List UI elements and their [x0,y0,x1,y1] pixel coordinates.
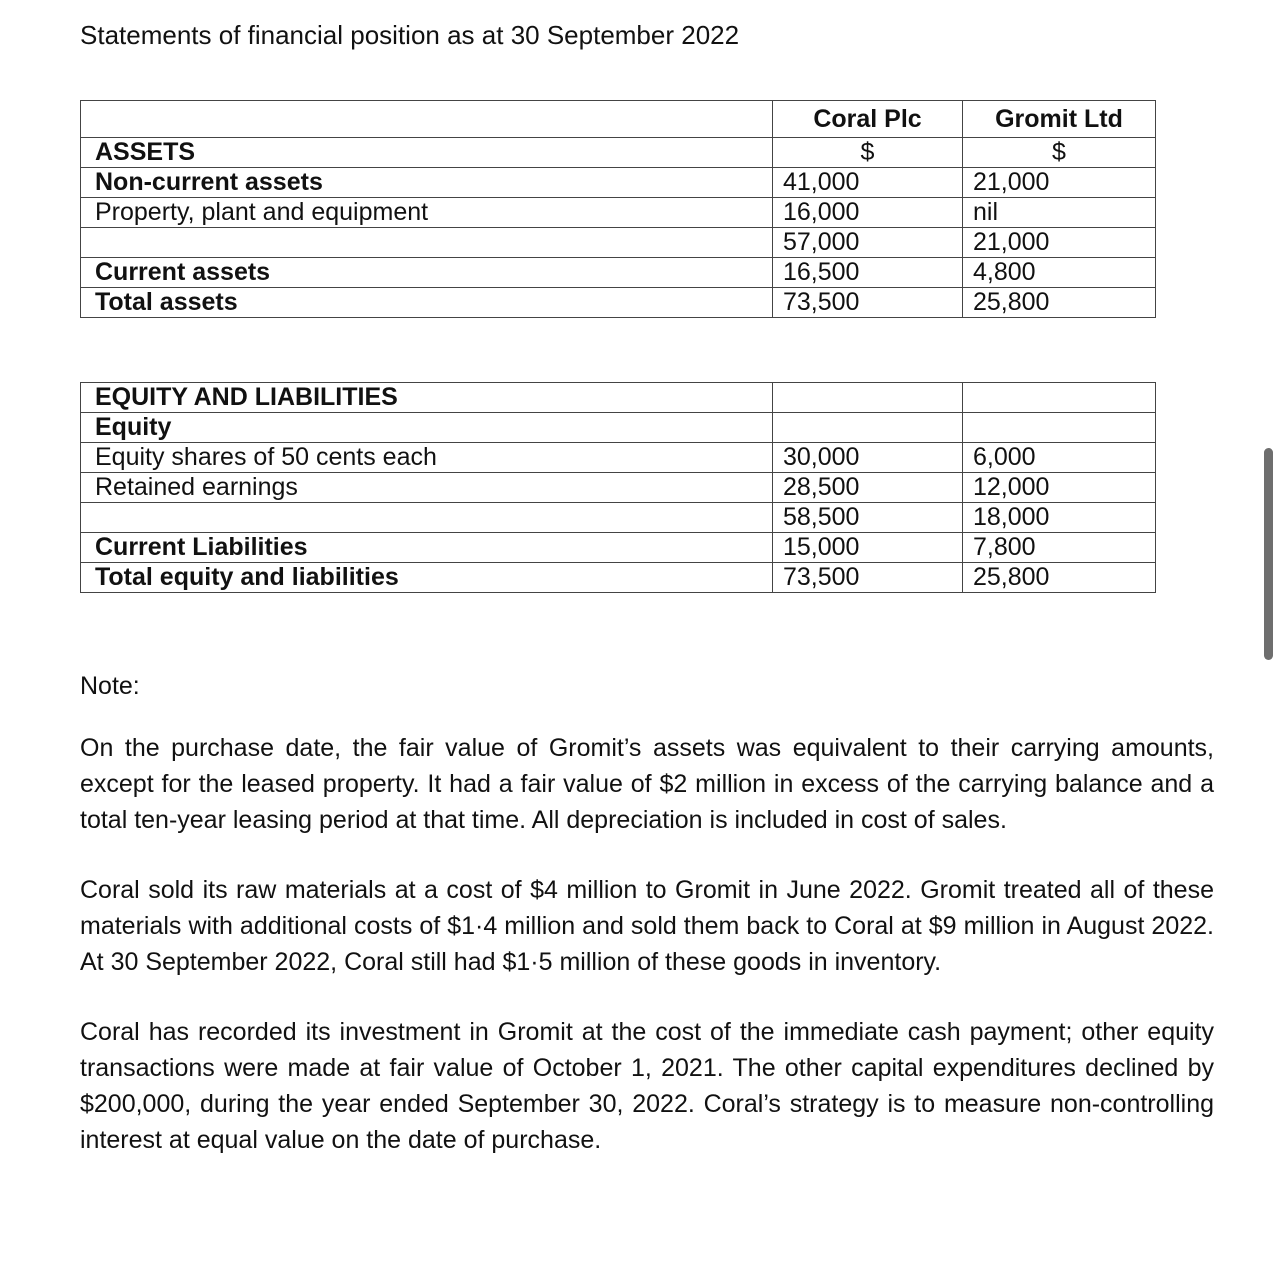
coral-value: 57,000 [773,228,963,258]
gromit-value: 25,800 [963,288,1156,318]
coral-value: 28,500 [773,473,963,503]
row-label: Total assets [81,288,773,318]
coral-value: 41,000 [773,168,963,198]
table-header-row [81,101,1156,138]
note-paragraph-fair-value: On the purchase date, the fair value of Gromit’s assets was equivalent to their carrying amounts, except for the leased property. It had a fair value of $2 million in excess of the carrying balance and a total ten-year leasing period at that time. All depreciation is included in cost of sales. [80,734,1214,834]
gromit-value: 21,000 [963,168,1156,198]
vertical-scrollbar[interactable] [1264,448,1273,660]
page-title: Statements of financial position as at 30 September 2022 [80,20,740,50]
gromit-value: nil [963,198,1156,228]
table-row [81,258,1156,288]
gromit-value [963,413,1156,443]
gromit-value: $ [963,138,1156,168]
header-blank [81,101,773,138]
table-row [81,288,1156,318]
gromit-value: 4,800 [963,258,1156,288]
row-label: Non-current assets [81,168,773,198]
table-row [81,168,1156,198]
equity-liabilities-table [80,382,1156,593]
table-row [81,138,1156,168]
coral-value [773,413,963,443]
row-label: Retained earnings [81,473,773,503]
table-row [81,503,1156,533]
coral-value: $ [773,138,963,168]
header-gromit: Gromit Ltd [963,101,1156,138]
note-paragraph-investment: Coral has recorded its investment in Gromit at the cost of the immediate cash payment; other equity transactions were made at fair value of October 1, 2021. The other capital expenditures declined by $200,000, during the year ended September 30, 2022. Coral’s strategy is to measure non-controlling interest at equal value on the date of purchase. [80,1018,1214,1154]
table-row [81,473,1156,503]
note-paragraph-intragroup-sales: Coral sold its raw materials at a cost of $4 million to Gromit in June 2022. Gromit treated all of these materials with additional costs of $1·4 million and sold them back to Coral at $9 million in August 2022. At 30 September 2022, Coral still had $1·5 million of these goods in inventory. [80,876,1214,976]
row-label: Current assets [81,258,773,288]
row-label: Property, plant and equipment [81,198,773,228]
table-row [81,443,1156,473]
row-label: Equity [81,413,773,443]
note-label: Note: [80,672,140,700]
coral-value: 16,500 [773,258,963,288]
coral-value: 16,000 [773,198,963,228]
gromit-value [963,383,1156,413]
gromit-value: 7,800 [963,533,1156,563]
row-label [81,503,773,533]
coral-value: 30,000 [773,443,963,473]
row-label: Total equity and liabilities [81,563,773,593]
gromit-value: 18,000 [963,503,1156,533]
table-row [81,383,1156,413]
table-row [81,413,1156,443]
row-label: Equity shares of 50 cents each [81,443,773,473]
gromit-value: 6,000 [963,443,1156,473]
table-row [81,228,1156,258]
coral-value: 15,000 [773,533,963,563]
coral-value: 73,500 [773,563,963,593]
coral-value [773,383,963,413]
row-label: ASSETS [81,138,773,168]
assets-table [80,100,1156,318]
row-label: Current Liabilities [81,533,773,563]
gromit-value: 12,000 [963,473,1156,503]
row-label [81,228,773,258]
gromit-value: 25,800 [963,563,1156,593]
table-row [81,533,1156,563]
row-label: EQUITY AND LIABILITIES [81,383,773,413]
header-coral: Coral Plc [773,101,963,138]
table-row [81,198,1156,228]
gromit-value: 21,000 [963,228,1156,258]
coral-value: 73,500 [773,288,963,318]
coral-value: 58,500 [773,503,963,533]
table-row [81,563,1156,593]
